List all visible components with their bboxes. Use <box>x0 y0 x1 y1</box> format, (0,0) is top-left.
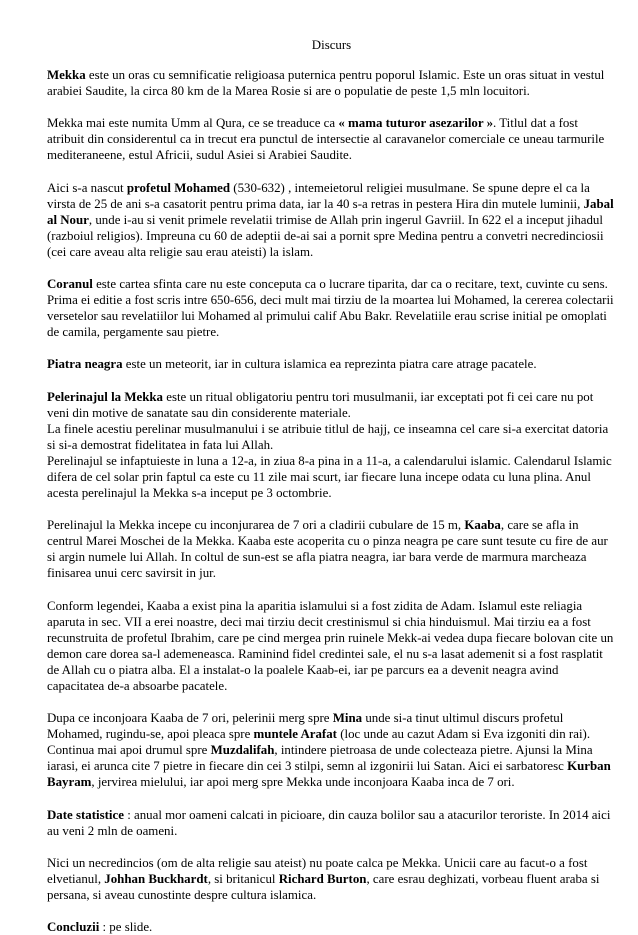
paragraph-text: , jervirea mielului, iar apoi merg spre Mekka unde inconjoara Kaaba inca de 7 ori. <box>91 775 515 790</box>
bold-term: Kurban Bayram <box>47 759 611 790</box>
bold-term: « mama tuturor asezarilor » <box>338 116 494 131</box>
paragraph-text: , si britanicul <box>207 871 279 886</box>
document-title <box>47 37 616 53</box>
paragraph-coran <box>47 276 616 340</box>
paragraph-text: Dupa ce inconjoara Kaaba de 7 ori, pelerinii merg spre <box>47 711 333 726</box>
paragraph-text: La finele acestiu perelinar musulmanului i se atribuie titlul de hajj, ce inseamna cel care si-a exercitat datoria si si-a demostrat fidelitatea in fata lui Allah. <box>47 421 609 452</box>
paragraph-text: (loc unde au cazut Adam si Eva izgoniti din rai). Continua mai apoi drumul spre <box>47 727 591 758</box>
paragraph-text: este un meteorit, iar in cultura islamica ea reprezinta piatra care atrage pacatele. <box>122 357 537 372</box>
paragraph-text: Conform legendei, Kaaba a exist pina la aparitia islamului si a fost zidita de Adam. Islamul este reliagia aparuta in sec. VII a erei noastre, deci mai tirziu decit crestinismul si chia hinduismul. Mai tirziu ea a fost recunstruita de profetul Ibrahim, care pe cind mergea prin ruinele Mekk-ai vedea dupa fiecare bolovan cite un demon care dorea sa-l ademeneasca. Raminind fidel credintei sale, el nu s-a lasat ademenit si a fost rasplatit de Allah cu o piatra alba. El a instalat-o la poalele Kaab-ei, iar pe parcurs ea a devenit neagra avind capacitatea de-a absoarbe pacatele. <box>47 598 614 693</box>
paragraph-legend <box>47 598 616 695</box>
paragraph-prophet <box>47 180 616 260</box>
paragraph-non-believers <box>47 855 616 903</box>
paragraph-pilgrimage <box>47 389 616 502</box>
paragraph-text: (530-632) , intemeietorul religiei musulmane. Se spune depre el ca la virsta de 25 de ani s-a casatorit pentru prima data, iar la 40 s-a retras in pestera Hira din mutele luminii, <box>47 180 590 211</box>
paragraph-route <box>47 710 616 790</box>
paragraph-text: , unde i-au si venit primele revelatii trimise de Allah prin ingerul Gavriil. In 622 el a inceput jihadul (razboiul religios). Impreuna cu 60 de adeptii de-ai sai a pornit spre Medina pentru a convetri necredinciosii (cei care aveau alta religie sau erau ateisti) la islam. <box>47 212 604 259</box>
paragraph-conclusions <box>47 919 616 935</box>
bold-term: profetul Mohamed <box>126 180 231 195</box>
paragraph-text: : pe slide. <box>99 920 153 935</box>
paragraph-text: Aici s-a nascut <box>47 180 127 195</box>
paragraph-black-stone <box>47 356 616 372</box>
paragraph-text: Perelinajul se infaptuieste in luna a 12-a, in ziua 8-a pina in a 11-a, a calendarului islamic. Calendarul Islamic difera de cel solar prin faptul ca este cu 11 zile mai scurt, iar fiecare luna incepe odata cu luna plina. Anul acesta perelinajul la Mekka s-a inceput pe 3 octombrie. <box>47 453 612 501</box>
paragraph-text: , intindere pietroasa de unde colecteaza pietre. Ajunsi la Mina iarasi, ei arunca cite 7 pietre in fiecare din cei 3 stilpi, semn al izgonirii lui Satan. Aici ei sarbatoresc <box>47 743 593 774</box>
paragraph-umm-al-qura <box>47 115 616 163</box>
bold-term: Kaaba <box>464 518 501 533</box>
paragraph-mekka-intro <box>47 67 616 99</box>
paragraph-text: , care esrau deghizati, vorbeau fluent araba si persana, si aveau cunostinte despre cultura islamica. <box>47 871 600 902</box>
bold-term: Date statistice <box>47 807 124 822</box>
bold-term: muntele Arafat <box>253 727 337 742</box>
bold-term: Muzdalifah <box>210 743 275 758</box>
paragraph-kaaba <box>47 517 616 581</box>
title-text: Discurs <box>311 38 352 52</box>
bold-term: Piatra neagra <box>47 357 123 372</box>
paragraph-text: Perelinajul la Mekka incepe cu inconjurarea de 7 ori a cladirii cubulare de 15 m, <box>47 518 465 533</box>
paragraph-text: Mekka mai este numita Umm al Qura, ce se treaduce ca <box>47 116 339 131</box>
bold-term: Pelerinajul la Mekka <box>47 389 164 404</box>
paragraph-text: , care se afla in centrul Marei Moschei de la Mekka. Kaaba este acoperita cu o pinza neagra pe care sunt tesute cu fire de aur si argin numele lui Allah. In coltul de sun-est se afla piatra neagra, iar bara verde de marmura marcheaza finisarea unui cerc savirsit in jur. <box>47 518 608 581</box>
bold-term: Johhan Buckhardt <box>104 871 208 886</box>
bold-term: Jabal al Nour <box>47 196 614 227</box>
paragraph-text: Nici un necredincios (om de alta religie sau ateist) nu poate calca pe Mekka. Unicii care au facut-o a fost elvetianul, <box>47 855 588 886</box>
paragraph-text: : anual mor oameni calcati in picioare, din cauza bolilor sau a atacurilor teroriste. In 2014 aici au veni 2 mln de oameni. <box>47 807 611 838</box>
bold-term: Concluzii <box>47 920 100 935</box>
bold-term: Coranul <box>47 277 93 292</box>
bold-term: Mina <box>332 711 363 726</box>
paragraph-text: este un ritual obligatoriu pentru tori musulmanii, iar exceptati pot fi cei care nu pot veni din motive de sanatate sau din considerente materiale. <box>47 389 594 420</box>
paragraph-text: este cartea sfinta care nu este conceputa ca o lucrare tiparita, dar ca o recitare, text, cuvinte cu sens. Prima ei editie a fost scris intre 650-656, deci mult mai tirziu de la moartea lui Mohamed, la cererea colectarii versetelor sau revelatiilor lui Mohamed al primului calif Abu Bakr. Revelatiile erau scrise initial pe omoplati de camila, pergamente sau pietre. <box>47 277 614 340</box>
paragraph-text: unde si-a tinut ultimul discurs profetul Mohamed, rugindu-se, apoi pleaca spre <box>47 711 564 742</box>
paragraph-text: . Titlul dat a fost atribuit din considerentul ca in trecut era punctul de intersectie al caravanelor comerciale ce uneau tarmurile mediteraneene, estul Africii, sudul Asiei si Arabiei Saudite. <box>47 116 605 163</box>
bold-term: Mekka <box>47 68 86 83</box>
paragraph-text: este un oras cu semnificatie religioasa puternica pentru poporul Islamic. Este un oras situat in vestul arabiei Saudite, la circa 80 km de la Marea Rosie si are o populatie de peste 1,5 mln locuitori. <box>47 68 605 99</box>
bold-term: Richard Burton <box>278 871 367 886</box>
paragraph-statistics <box>47 807 616 839</box>
